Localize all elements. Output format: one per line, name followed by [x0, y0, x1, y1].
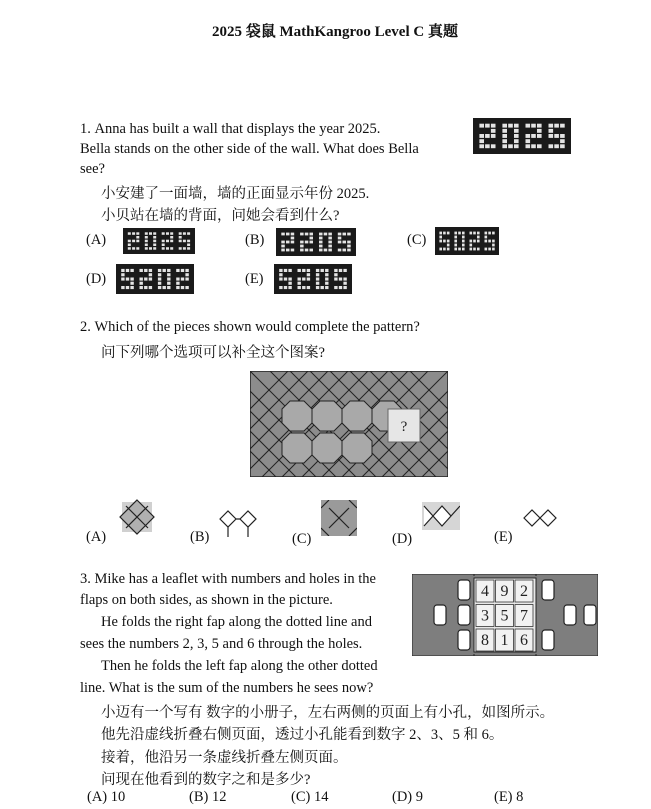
q2-pattern-image [250, 371, 448, 477]
q3-grid-number: 1 [500, 632, 509, 649]
q1-text-en-2: Bella stands on the other side of the wall. What does Bella [80, 141, 419, 157]
q3-answer-e: (E) 8 [494, 789, 524, 805]
q2-option-c-label: (C) [292, 531, 312, 547]
q2-option-e-image [522, 507, 558, 529]
q1-option-b-image [276, 228, 356, 256]
q2-option-d-label: (D) [392, 531, 413, 547]
q1-number: 1. [80, 121, 91, 137]
q2-option-b-label: (B) [190, 529, 210, 545]
q3-text-en-3: He folds the right fap along the dotted line and [101, 614, 372, 630]
q3-text-en-4: sees the numbers 2, 3, 5 and 6 through the holes. [80, 636, 363, 652]
q3-text-zh-2: 他先沿虚线折叠右侧页面，透过小孔能看到数字 2、3、5 和 6。 [101, 727, 504, 743]
q1-option-e-label: (E) [245, 271, 264, 287]
q1-wall-image [473, 118, 571, 154]
q2-option-d-image [422, 502, 460, 530]
page-title: 2025 袋鼠 MathKangroo Level C 真题 [212, 24, 458, 40]
q3-answer-b: (B) 12 [189, 789, 227, 805]
svg-text:?: ? [400, 419, 408, 435]
q1-option-b-label: (B) [245, 232, 265, 248]
q3-text-en-2: flaps on both sides, as shown in the picture. [80, 592, 333, 608]
q1-option-d-label: (D) [86, 271, 107, 287]
q1-option-d-image [116, 264, 194, 294]
q3-answer-c: (C) 14 [291, 789, 329, 805]
q1-option-c-image [435, 227, 499, 255]
q1-text-zh-1: 小安建了一面墙，墙的正面显示年份 2025. [101, 186, 370, 202]
q3-text-zh-1: 小迈有一个写有 数字的小册子，左右两侧的页面上有小孔，如图所示。 [101, 705, 555, 721]
q3-grid-number: 4 [481, 583, 489, 600]
q2-option-e-label: (E) [494, 529, 513, 545]
q2-text-zh: 问下列哪个选项可以补全这个图案? [101, 345, 325, 361]
q3-grid-number: 2 [520, 583, 528, 600]
q3-grid-number: 5 [500, 607, 509, 625]
q2-option-a-image [118, 498, 156, 536]
q1-option-c-label: (C) [407, 232, 427, 248]
q1-text-zh-2: 小贝站在墙的背面，问她会看到什么? [101, 208, 340, 224]
q1-text-en-1: 1. Anna has built a wall that displays the year 2025. [80, 121, 381, 137]
q2-option-b-image [218, 505, 258, 539]
q1-text-en-3: see? [80, 161, 105, 177]
q3-text-en-5: Then he folds the left fap along the other dotted [101, 658, 378, 674]
q3-grid-number: 7 [520, 607, 528, 625]
q3-leaflet-image [412, 574, 598, 656]
q2-option-c-image [321, 500, 357, 536]
q2-number: 2. [80, 319, 91, 335]
q3-text-zh-3: 接着，他沿另一条虚线折叠左侧页面。 [101, 750, 348, 766]
q1-option-a-label: (A) [86, 232, 107, 248]
q1-option-a-image [123, 228, 195, 254]
q3-answer-d: (D) 9 [392, 789, 424, 805]
q3-grid-number: 6 [520, 632, 528, 649]
q3-text-en-6: line. What is the sum of the numbers he sees now? [80, 680, 374, 696]
q3-grid-number: 8 [481, 632, 489, 649]
q2-option-a-label: (A) [86, 529, 107, 545]
q2-text-en: 2. Which of the pieces shown would complete the pattern? [80, 319, 420, 335]
q1-option-e-image [274, 264, 352, 294]
q3-answer-a: (A) 10 [87, 789, 126, 805]
q3-text-en-1: 3. Mike has a leaflet with numbers and holes in the [80, 571, 376, 587]
q3-text-zh-4: 问现在他看到的数字之和是多少? [101, 772, 311, 788]
q3-grid-number: 3 [481, 607, 489, 625]
q3-grid-number: 9 [500, 583, 509, 600]
q3-number-grid [476, 580, 533, 651]
q3-number: 3. [80, 571, 91, 587]
